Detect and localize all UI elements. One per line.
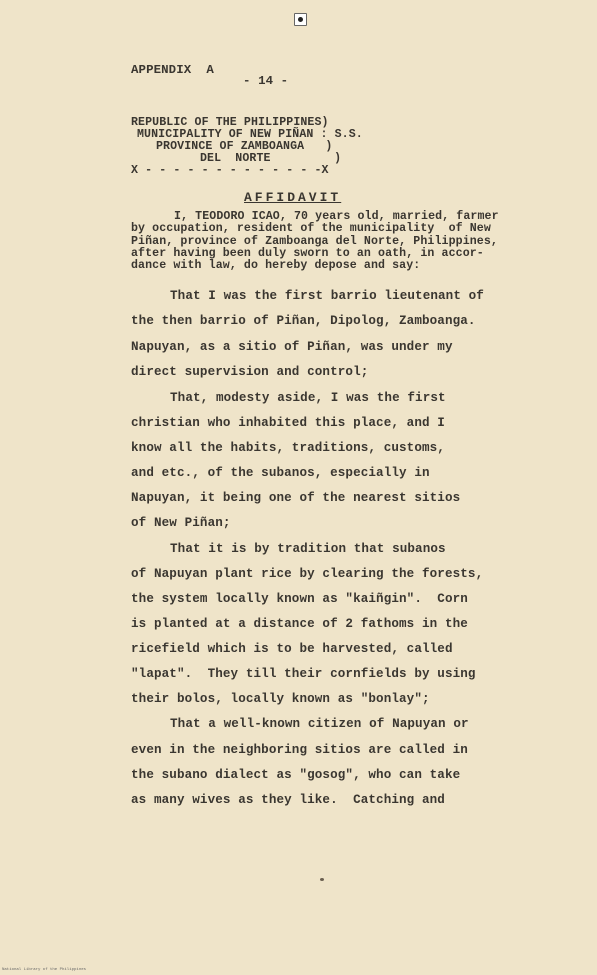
- ink-speck: [320, 878, 324, 881]
- body-line: of New Piñan;: [131, 516, 231, 530]
- body-line: christian who inhabited this place, and I: [131, 416, 445, 430]
- body-line: of Napuyan plant rice by clearing the forests,: [131, 567, 484, 581]
- body-line: the then barrio of Piñan, Dipolog, Zamboanga.: [131, 314, 476, 328]
- body-line: their bolos, locally known as "bonlay";: [131, 692, 430, 706]
- intro-line: by occupation, resident of the municipality of New: [131, 222, 491, 235]
- binder-hole-icon: [294, 13, 307, 26]
- document-title: AFFIDAVIT: [244, 190, 342, 205]
- body-line: the subano dialect as "gosog", who can take: [131, 768, 461, 782]
- caption-line-1: REPUBLIC OF THE PHILIPPINES): [131, 116, 329, 129]
- caption-line-5: X - - - - - - - - - - - - -X: [131, 164, 329, 177]
- body-line: That a well-known citizen of Napuyan or: [170, 717, 469, 731]
- page-number: - 14 -: [243, 74, 289, 88]
- appendix-label: APPENDIX A: [131, 63, 214, 77]
- intro-line: after having been duly sworn to an oath, in accor-: [131, 247, 484, 260]
- body-line: That, modesty aside, I was the first: [170, 391, 446, 405]
- body-line: That it is by tradition that subanos: [170, 542, 446, 556]
- body-line: know all the habits, traditions, customs,: [131, 441, 445, 455]
- intro-line: dance with law, do hereby depose and say:: [131, 259, 421, 272]
- caption-line-3: PROVINCE OF ZAMBOANGA ): [156, 140, 333, 153]
- body-line: the system locally known as "kaiñgin". Corn: [131, 592, 468, 606]
- intro-line: Piñan, province of Zamboanga del Norte, Philippines,: [131, 235, 498, 248]
- body-line: That I was the first barrio lieutenant of: [170, 289, 484, 303]
- intro-line: I, TEODORO ICAO, 70 years old, married, farmer: [174, 210, 499, 223]
- caption-line-4: DEL NORTE ): [200, 152, 342, 165]
- caption-line-2: MUNICIPALITY OF NEW PIÑAN : S.S.: [137, 128, 363, 141]
- body-line: "lapat". They till their cornfields by using: [131, 667, 476, 681]
- body-line: ricefield which is to be harvested, called: [131, 642, 453, 656]
- body-line: even in the neighboring sitios are called in: [131, 743, 468, 757]
- body-line: as many wives as they like. Catching and: [131, 793, 445, 807]
- body-line: Napuyan, it being one of the nearest sitios: [131, 491, 461, 505]
- body-line: and etc., of the subanos, especially in: [131, 466, 430, 480]
- body-line: is planted at a distance of 2 fathoms in the: [131, 617, 468, 631]
- body-line: Napuyan, as a sitio of Piñan, was under my: [131, 340, 453, 354]
- body-line: direct supervision and control;: [131, 365, 369, 379]
- footer-credit: National Library of the Philippines: [2, 968, 87, 972]
